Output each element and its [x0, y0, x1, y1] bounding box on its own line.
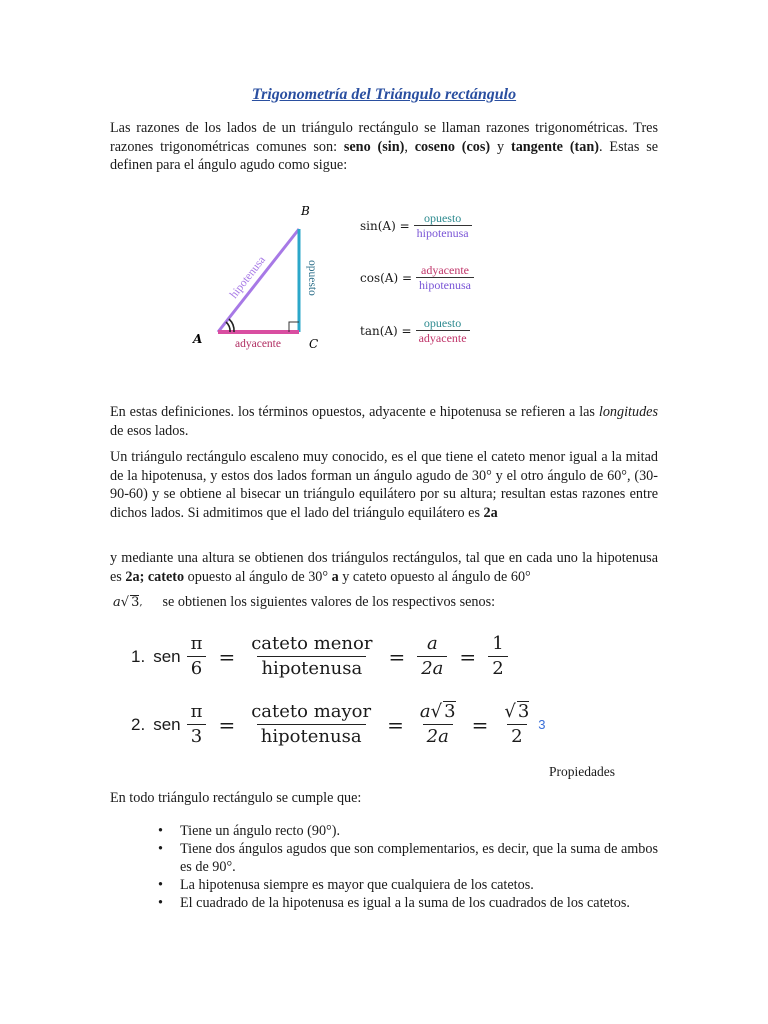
para4-pre: y mediante una altura se obtienen dos triángulos rectángulos, tal que en cada uno la hipotenusa es: [110, 550, 658, 585]
ratio-fraction: [414, 211, 472, 240]
term-a: a: [331, 568, 339, 585]
para2-post: de esos lados.: [110, 422, 189, 439]
symbol-denominator: 2a: [417, 656, 447, 681]
list-item-text: La hipotenusa siempre es mayor que cualquiera de los catetos.: [180, 877, 534, 893]
opposite-label: opuesto: [306, 260, 318, 296]
symbol-numerator: [416, 700, 460, 724]
term-longitudes: longitudes: [598, 404, 658, 420]
adjacent-label: adyacente: [235, 338, 281, 350]
equals-sign: =: [387, 712, 404, 737]
symbol-numerator: a: [426, 633, 438, 654]
ratio-numerator: opuesto: [423, 316, 462, 330]
symbol-fraction: [417, 632, 447, 681]
properties-intro: En todo triángulo rectángulo se cumple que:: [110, 790, 362, 806]
bullet: •: [158, 823, 163, 839]
sqrt-sign: √: [430, 701, 443, 722]
argument-fraction: [187, 632, 207, 681]
para3-text: Un triángulo rectángulo escaleno muy conocido, es el que tiene el cateto menor igual a la mitad de la hipotenusa, y estos dos lados forman un ángulo agudo de 30° y el otro ángulo de 60°, (30-90-60) y se obtiene al bisecar un triángulo equilátero por su altura; resultan estas razones entre dichos lados. Si admitimos que el lado del triángulo equilátero es: [110, 449, 658, 521]
result-numerator: [500, 700, 533, 724]
argument-denominator: 6: [187, 656, 206, 681]
list-item: [158, 894, 658, 912]
right-triangle-diagram: [185, 195, 335, 360]
ratio-numerator: opuesto: [423, 211, 462, 225]
term-2a-cateto: 2a; cateto: [125, 568, 185, 585]
symbol-fraction: [416, 700, 460, 749]
vertex-a-label: A: [193, 332, 203, 346]
intro-paragraph: [110, 119, 658, 175]
section-heading-propiedades: Propiedades: [549, 764, 615, 779]
equation-2: [131, 700, 546, 749]
para2-pre: En estas definiciones. los términos opuestos, adyacente e hipotenusa se refieren a las: [110, 404, 599, 420]
result-fraction: [500, 700, 533, 749]
equals-sign: =: [388, 644, 406, 669]
equation-1: [131, 632, 512, 681]
word-denominator: hipotenusa: [257, 656, 366, 681]
sqrt-sign: √: [120, 595, 130, 610]
ratio-lhs: cos(A) =: [360, 270, 413, 285]
ratio-denominator: hipotenusa: [414, 225, 472, 240]
list-item-text: El cuadrado de la hipotenusa es igual a la suma de los cuadrados de los catetos.: [180, 895, 630, 911]
bullet: •: [158, 895, 163, 911]
term-coseno: coseno (cos): [414, 138, 491, 155]
term-2a: 2a: [483, 504, 498, 521]
symbol-a: a: [419, 701, 431, 722]
ratio-tan: [360, 316, 470, 345]
equals-sign: =: [218, 644, 236, 669]
equation-index: 2.: [131, 714, 146, 734]
intro-line-1: Las razones de los lados de un triángulo rectángulo se llaman razones trigonométricas.: [110, 120, 628, 136]
bullet: •: [158, 841, 163, 857]
ratio-sin: [360, 211, 472, 240]
word-fraction: [247, 632, 376, 681]
equation-index: 1.: [131, 646, 146, 666]
argument-numerator: π: [190, 701, 203, 722]
equation-fn: sen: [153, 714, 181, 734]
argument-numerator: π: [190, 633, 203, 654]
equals-sign: =: [218, 712, 236, 737]
ratio-denominator: hipotenusa: [416, 277, 474, 292]
intro-sep: ,: [404, 138, 415, 155]
list-item: [158, 822, 658, 840]
vertex-c-label: C: [309, 337, 319, 351]
list-item-text: Tiene dos ángulos agudos que son complementarios, es decir, que la suma de ambos es de 90°.: [180, 841, 658, 875]
equals-sign: =: [459, 644, 477, 669]
word-numerator: cateto menor: [251, 633, 373, 654]
symbol-root: 3: [444, 701, 456, 722]
para4-post: y cateto opuesto al ángulo de 60°: [338, 568, 531, 585]
intro-sep: .: [599, 138, 603, 155]
list-item: [158, 876, 658, 894]
equals-sign: =: [471, 712, 489, 737]
term-seno: seno (sin): [343, 138, 405, 155]
list-item-text: Tiene un ángulo recto (90°).: [180, 823, 340, 839]
word-numerator: cateto mayor: [251, 701, 372, 722]
result-numerator: 1: [492, 633, 504, 654]
expr-a: a: [113, 595, 121, 610]
list-item: [158, 840, 658, 876]
hypotenuse-label: hipotenusa: [227, 254, 269, 301]
senos-intro: [113, 594, 495, 611]
symbol-denominator: 2a: [423, 724, 453, 749]
result-denominator: 2: [488, 656, 507, 681]
result-root: 3: [517, 701, 530, 722]
ratio-fraction: [416, 316, 470, 345]
term-tangente: tangente (tan): [510, 138, 599, 155]
word-denominator: hipotenusa: [257, 724, 366, 749]
expr-root: 3: [131, 595, 140, 610]
word-fraction: [247, 700, 375, 749]
ratio-lhs: tan(A) =: [360, 323, 412, 338]
ratio-cos: [360, 263, 474, 292]
altura-paragraph: [110, 549, 658, 586]
bullet: •: [158, 877, 163, 893]
ratio-fraction: [416, 263, 474, 292]
definitions-paragraph: [110, 403, 658, 440]
para4-mid: opuesto al ángulo de 30°: [184, 568, 332, 585]
argument-fraction: [187, 700, 207, 749]
equation-fn: sen: [153, 646, 181, 666]
intro-line-3: Estas se definen para el ángulo agudo como sigue:: [110, 138, 659, 174]
expr-comma: ,: [139, 597, 143, 608]
result-fraction: [488, 632, 507, 681]
ratio-denominator: adyacente: [416, 330, 470, 345]
trailing-note: 3: [538, 717, 546, 732]
result-denominator: 2: [507, 724, 526, 749]
hypotenuse-side: [218, 229, 299, 332]
scalene-paragraph: [110, 448, 658, 522]
intro-line-2-pre: Tres razones trigonométricas comunes son:: [110, 120, 658, 155]
ratio-lhs: sin(A) =: [360, 218, 410, 233]
intro-sep: y: [490, 138, 511, 155]
argument-denominator: 3: [187, 724, 206, 749]
para5-text: se obtienen los siguientes valores de los respectivos senos:: [162, 594, 496, 610]
ratio-numerator: adyacente: [421, 263, 469, 277]
sqrt-sign: √: [504, 701, 516, 722]
vertex-b-label: B: [301, 204, 310, 218]
page-title: Trigonometría del Triángulo rectángulo: [251, 86, 517, 103]
properties-list: [158, 822, 658, 912]
